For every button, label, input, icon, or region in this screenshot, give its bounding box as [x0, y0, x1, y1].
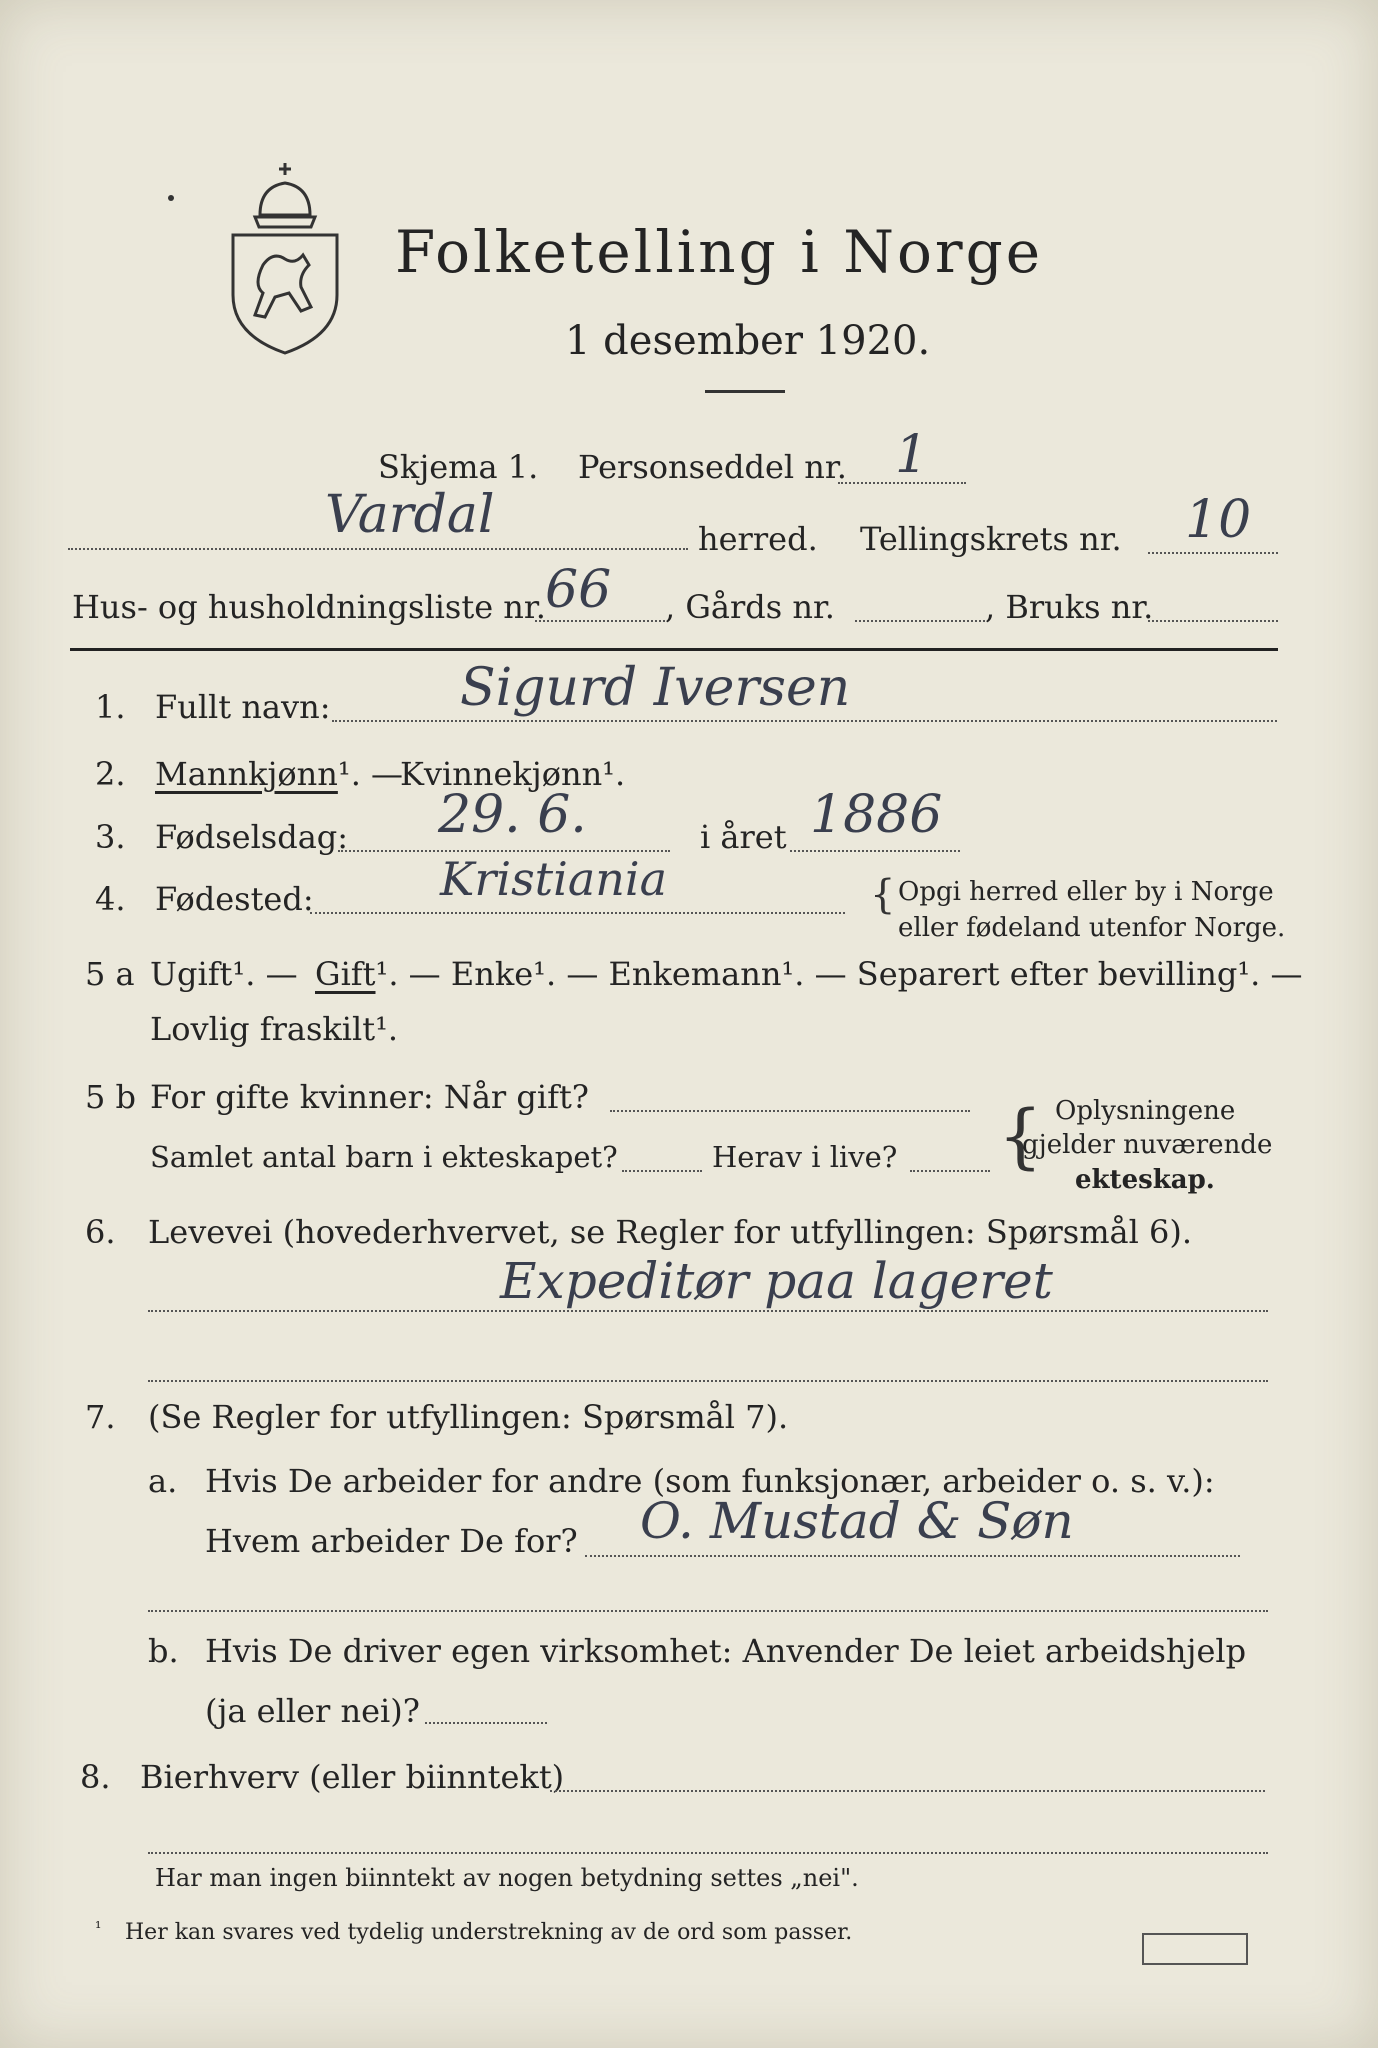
- personseddel-label: Personseddel nr.: [578, 448, 847, 486]
- q7a-field[interactable]: [585, 1555, 1240, 1557]
- q5b-brace: {: [998, 1095, 1043, 1177]
- q3-year-label: i året: [700, 818, 787, 856]
- husholdning-value: 66: [545, 560, 612, 620]
- tellingskrets-value: 10: [1185, 490, 1252, 550]
- bruks-label: , Bruks nr.: [985, 588, 1154, 626]
- q5b-note-line3: ekteskap.: [1075, 1165, 1215, 1195]
- q7a-value: O. Mustad & Søn: [640, 1492, 1074, 1550]
- husholdning-field[interactable]: [535, 620, 665, 622]
- q6-label: Levevei (hovederhvervet, se Regler for utfyllingen: Spørsmål 6).: [148, 1213, 1193, 1251]
- q5b-when-married-field[interactable]: [610, 1110, 970, 1112]
- q2-separator: ¹. —: [337, 755, 404, 793]
- q4-label: Fødested:: [155, 880, 314, 918]
- herred-label: herred.: [698, 520, 818, 558]
- q2-option-male[interactable]: [155, 755, 403, 793]
- q7-number: 7.: [85, 1398, 116, 1436]
- q5b-number: 5 b: [85, 1078, 137, 1116]
- personseddel-value: 1: [895, 425, 929, 485]
- q4-value: Kristiania: [440, 852, 668, 906]
- q3-year-value: 1886: [810, 785, 943, 845]
- q7a-field-line2[interactable]: [148, 1610, 1268, 1612]
- coat-of-arms-icon: [225, 155, 345, 355]
- skjema-label: Skjema 1.: [378, 448, 539, 486]
- q7a-line1: Hvis De arbeider for andre (som funksjonær, arbeider o. s. v.):: [205, 1462, 1215, 1500]
- q7b-field[interactable]: [425, 1722, 547, 1724]
- form-title: Folketelling i Norge: [395, 218, 1044, 286]
- q1-field[interactable]: [332, 720, 1277, 722]
- q3-label: Fødselsdag:: [155, 818, 349, 856]
- q2-number: 2.: [95, 755, 126, 793]
- footnote-text: Her kan svares ved tydelig understrekning av de ord som passer.: [125, 1920, 853, 1945]
- q7-label: (Se Regler for utfyllingen: Spørsmål 7).: [148, 1398, 789, 1436]
- herred-value: Vardal: [325, 485, 495, 545]
- q1-value: Sigurd Iversen: [460, 658, 851, 718]
- q8-number: 8.: [80, 1758, 111, 1796]
- q4-field[interactable]: [310, 912, 845, 914]
- footnote-mark: ¹: [95, 1918, 102, 1937]
- q5b-note-line2: gjelder nuværende: [1022, 1130, 1273, 1160]
- q5a-other-options[interactable]: ¹. — Enke¹. — Enkemann¹. — Separert efter bevilling¹. —: [375, 955, 1303, 993]
- q7b-letter: b.: [148, 1632, 179, 1670]
- q4-number: 4.: [95, 880, 126, 918]
- q6-number: 6.: [85, 1213, 116, 1251]
- title-rule: [705, 390, 785, 393]
- tellingskrets-field[interactable]: [1148, 552, 1278, 554]
- q2-option-female[interactable]: Kvinnekjønn¹.: [400, 755, 626, 793]
- q4-brace: {: [870, 872, 896, 918]
- gards-label: , Gårds nr.: [665, 588, 835, 626]
- tellingskrets-label: Tellingskrets nr.: [860, 520, 1122, 558]
- q6-field-line1[interactable]: [148, 1310, 1268, 1312]
- q6-field-line2[interactable]: [148, 1380, 1268, 1382]
- bruks-field[interactable]: [1148, 620, 1278, 622]
- q3-year-field[interactable]: [790, 850, 960, 852]
- q5a-gift-option[interactable]: Gift: [315, 955, 376, 993]
- q1-number: 1.: [95, 688, 126, 726]
- q5b-herav-label: Herav i live?: [712, 1140, 898, 1174]
- q5b-note-line1: Oplysningene: [1055, 1096, 1236, 1126]
- ink-dot: [168, 195, 174, 201]
- q5a-number: 5 a: [85, 955, 135, 993]
- q5a-fraskilt-option[interactable]: Lovlig fraskilt¹.: [150, 1010, 399, 1048]
- q3-number: 3.: [95, 818, 126, 856]
- q6-value: Expeditør paa lageret: [500, 1252, 1053, 1310]
- q5a-ugift-option[interactable]: Ugift¹. —: [150, 955, 298, 993]
- q1-label: Fullt navn:: [155, 688, 331, 726]
- q7a-letter: a.: [148, 1462, 178, 1500]
- q5b-children-field[interactable]: [622, 1170, 702, 1172]
- herred-field[interactable]: [68, 548, 688, 550]
- q5b-label: For gifte kvinner: Når gift?: [150, 1078, 589, 1116]
- footer-note: Har man ingen biinntekt av nogen betydning settes „nei".: [155, 1864, 859, 1892]
- q7b-line1: Hvis De driver egen virksomhet: Anvender De leiet arbeidshjelp: [205, 1632, 1247, 1670]
- q5b-line2-label: Samlet antal barn i ekteskapet?: [150, 1140, 618, 1174]
- q8-field-line2[interactable]: [148, 1852, 1268, 1854]
- q8-label: Bierhverv (eller biinntekt): [140, 1758, 565, 1796]
- q8-field[interactable]: [550, 1790, 1265, 1792]
- q5b-alive-field[interactable]: [910, 1170, 990, 1172]
- q7b-line2: (ja eller nei)?: [205, 1692, 420, 1730]
- q2-male-text: Mannkjønn: [155, 755, 338, 793]
- q3-value: 29. 6.: [438, 785, 587, 845]
- husholdning-label: Hus- og husholdningsliste nr.: [72, 588, 546, 626]
- census-date: 1 desember 1920.: [565, 318, 931, 364]
- q4-note-line1: Opgi herred eller by i Norge: [898, 877, 1274, 907]
- gards-field[interactable]: [855, 620, 985, 622]
- q5a-options-row: [315, 955, 1303, 993]
- q7a-line2: Hvem arbeider De for?: [205, 1522, 578, 1560]
- header-divider: [70, 648, 1278, 651]
- printer-stamp: [1142, 1933, 1248, 1965]
- q4-note-line2: eller fødeland utenfor Norge.: [898, 913, 1286, 943]
